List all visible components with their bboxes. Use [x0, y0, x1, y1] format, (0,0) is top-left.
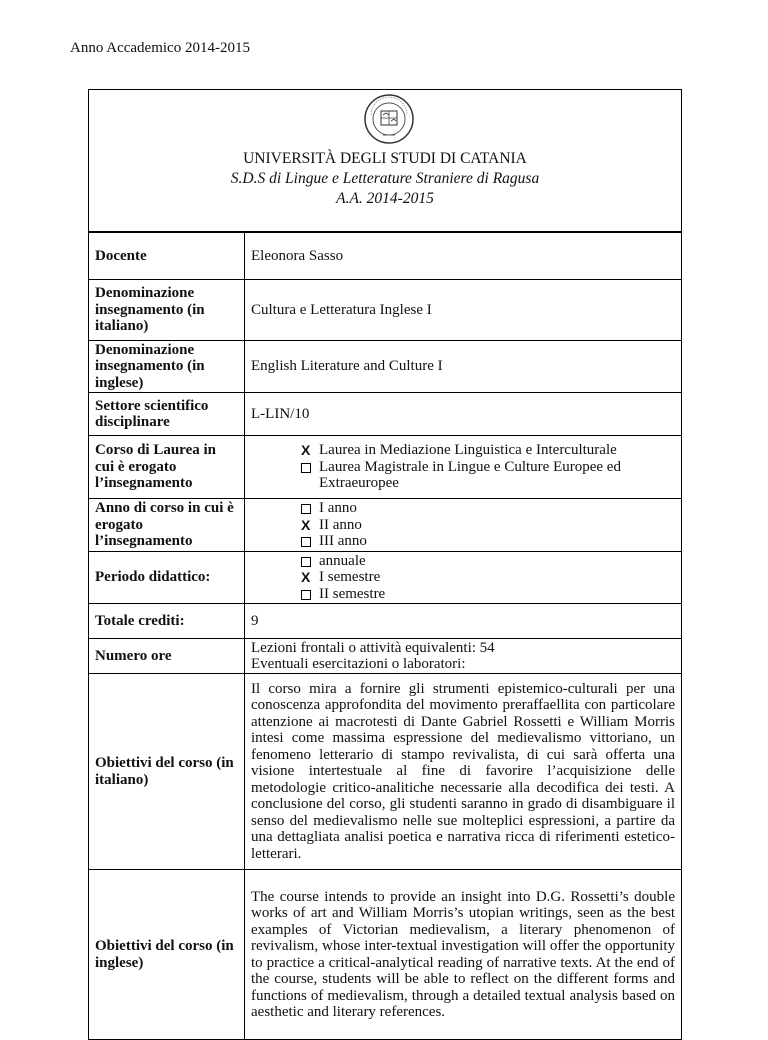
corso-option: X Laurea in Mediazione Linguistica e Interculturale — [301, 442, 617, 459]
obiettivi-it-label: Obiettivi del corso (in italiano) — [89, 674, 245, 870]
row-crediti — [89, 604, 682, 639]
checked-mark: X — [301, 442, 311, 459]
checkbox-icon — [301, 557, 311, 567]
periodo-options — [245, 552, 682, 604]
row-settore — [89, 393, 682, 436]
checkbox-icon — [301, 590, 311, 600]
settore-value: L-LIN/10 — [245, 393, 682, 436]
course-info-table — [88, 232, 682, 1040]
checkbox-icon — [301, 504, 311, 514]
anno-option: I anno — [251, 500, 675, 517]
corso-label: Corso di Laurea in cui è erogato l’insegnamento — [89, 436, 245, 499]
row-ore — [89, 639, 682, 674]
denom-en-label: Denominazione insegnamento (in inglese) — [89, 341, 245, 393]
checkbox-icon — [301, 463, 311, 473]
crediti-label: Totale crediti: — [89, 604, 245, 639]
anno-option: III anno — [251, 533, 675, 550]
department-name: S.D.S di Lingue e Letterature Straniere di Ragusa — [230, 170, 540, 187]
docente-value: Eleonora Sasso — [245, 233, 682, 280]
anno-option: X II anno — [301, 516, 362, 533]
docente-label: Docente — [89, 233, 245, 280]
page-header: Anno Accademico 2014-2015 — [70, 40, 250, 56]
denom-it-label: Denominazione insegnamento (in italiano) — [89, 280, 245, 341]
checked-mark: X — [301, 516, 311, 533]
row-obiettivi-en — [89, 870, 682, 1040]
row-denom-en — [89, 341, 682, 393]
row-corso — [89, 436, 682, 499]
periodo-option: X I semestre — [301, 569, 381, 586]
row-obiettivi-it — [89, 674, 682, 870]
denom-it-value: Cultura e Letteratura Inglese I — [245, 280, 682, 341]
checkbox-icon — [301, 537, 311, 547]
row-anno — [89, 499, 682, 552]
periodo-label: Periodo didattico: — [89, 552, 245, 604]
row-denom-it — [89, 280, 682, 341]
row-docente — [89, 233, 682, 280]
anno-label: Anno di corso in cui è erogato l’insegnamento — [89, 499, 245, 552]
university-banner — [88, 89, 682, 232]
ore-lezioni: Lezioni frontali o attività equivalenti: 54 — [251, 639, 495, 656]
obiettivi-en-value: The course intends to provide an insight into D.G. Rossetti’s double works of art and William Morris’s utopian writings, seen as the best examples of Victorian medievalism, a literary phenomenon of revivalism, whose inter-textual investigation will offer the opportunity to practice a critical-analytical reading of narrative texts. At the end of the course, students will be able to reflect on the different forms and functions of medievalism, through a detailed textual analysis based on aesthetic and literary references. — [245, 870, 682, 1040]
obiettivi-it-value: Il corso mira a fornire gli strumenti epistemico-culturali per una conoscenza approfondita del movimento preraffaellita con particolare attenzione ai macrotesti di Dante Gabriel Rossetti e William Morris intesi come massima espressione del medievalismo vittoriano, un fenomeno letterario di stampo revivalista, di cui sarà offerta una visione intertestuale al fine di favorire l’acquisizione delle metodologie critico-analitiche necessarie alla decodifica dei testi. A conclusione del corso, gli studenti saranno in grado di disambiguare il senso del medievalismo nelle sue molteplici espressioni, a partire da una dettagliata analisi poetica e narrativa ricca di riferimenti estetico-letterari. — [245, 674, 682, 870]
checked-mark: X — [301, 569, 311, 586]
university-seal-icon — [363, 93, 415, 145]
ore-esercitazioni: Eventuali esercitazioni o laboratori: — [251, 656, 466, 672]
anno-options — [245, 499, 682, 552]
obiettivi-en-label: Obiettivi del corso (in inglese) — [89, 870, 245, 1040]
denom-en-value: English Literature and Culture I — [245, 341, 682, 393]
corso-options — [245, 436, 682, 499]
periodo-option: II semestre — [251, 586, 675, 603]
row-periodo — [89, 552, 682, 604]
crediti-value: 9 — [245, 604, 682, 639]
academic-year: A.A. 2014-2015 — [336, 190, 434, 207]
corso-option: Laurea Magistrale in Lingue e Culture Europee ed Extraeuropee — [251, 459, 675, 492]
settore-label: Settore scientifico disciplinare — [89, 393, 245, 436]
course-sheet — [88, 89, 682, 1040]
ore-label: Numero ore — [89, 639, 245, 674]
university-name: UNIVERSITÀ DEGLI STUDI DI CATANIA — [243, 150, 527, 167]
ore-value — [245, 639, 682, 674]
periodo-option: annuale — [251, 553, 675, 570]
